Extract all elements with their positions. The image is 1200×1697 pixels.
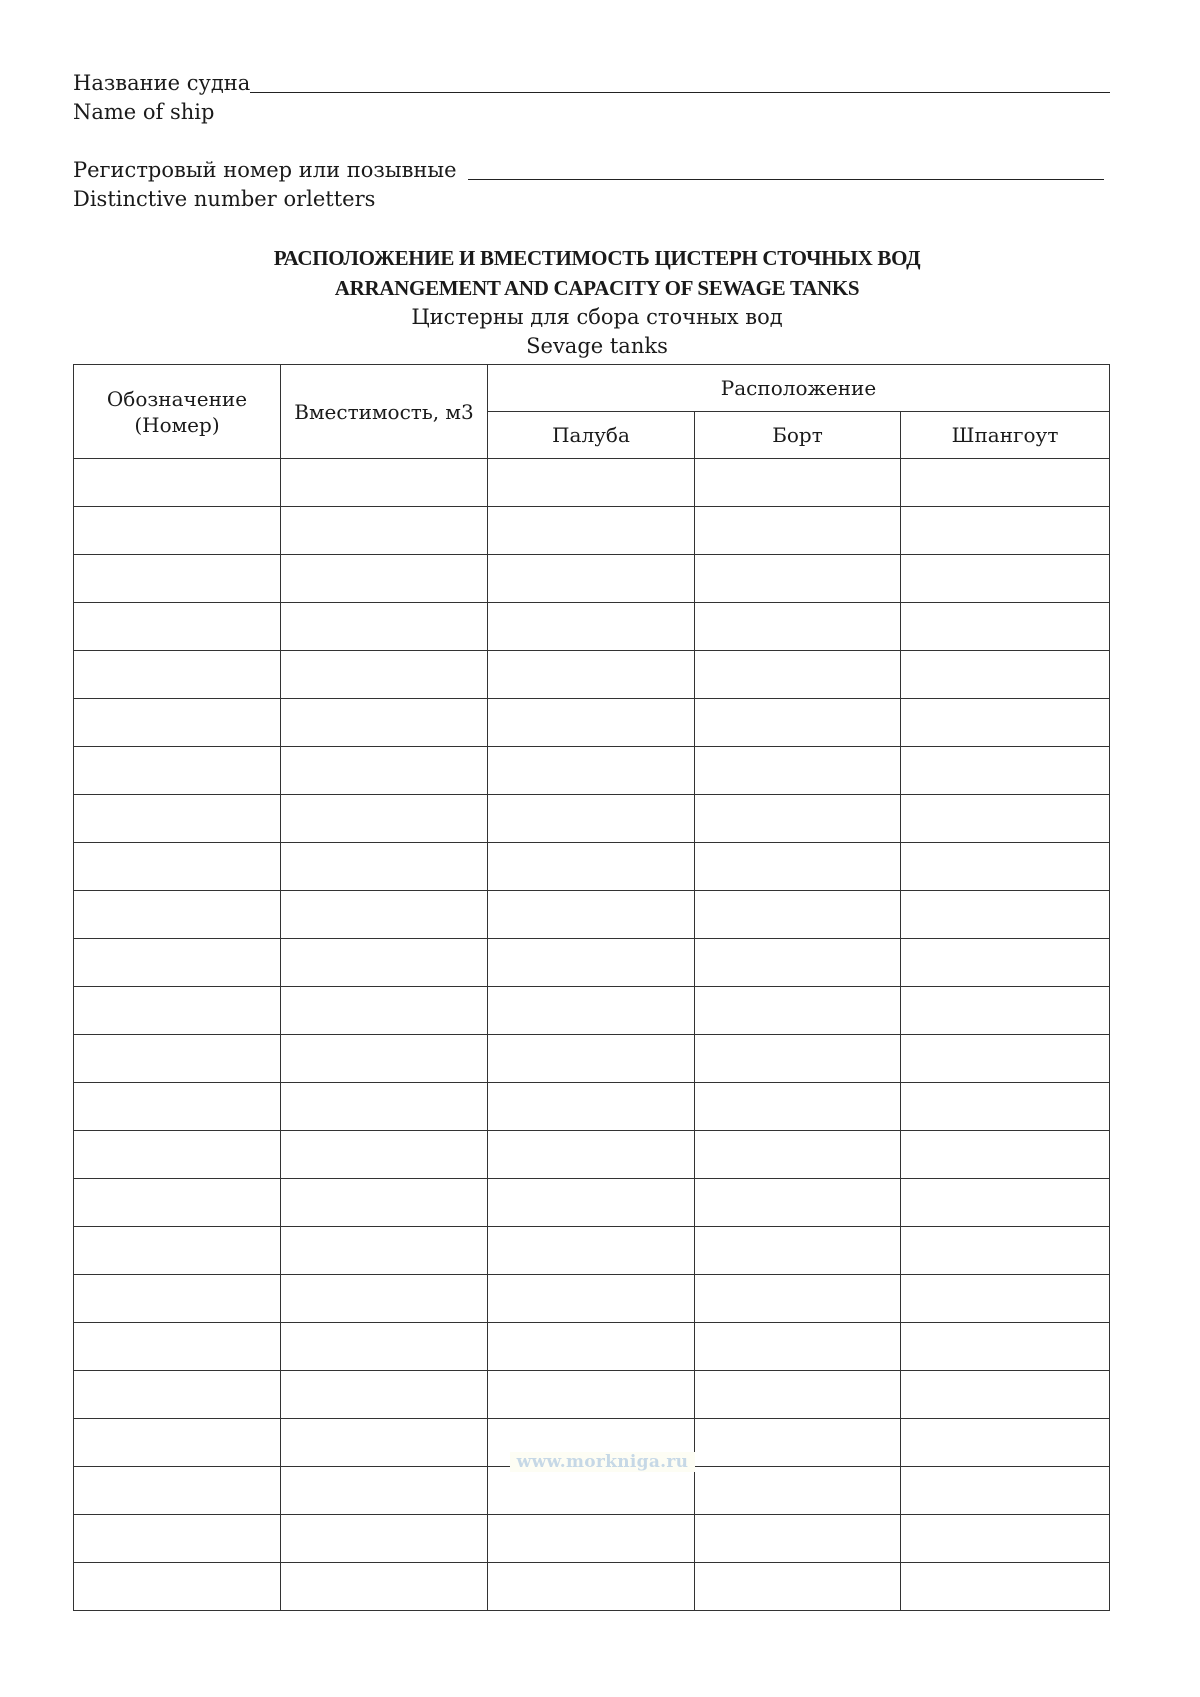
designation-cell[interactable]: [74, 1227, 281, 1275]
header-side: Борт: [695, 412, 901, 459]
reg-number-label-ru: Регистровый номер или позывные: [73, 158, 457, 182]
deck-cell[interactable]: [488, 1131, 695, 1179]
designation-cell[interactable]: [74, 1275, 281, 1323]
capacity-cell[interactable]: [281, 459, 488, 507]
table-row: [74, 1227, 1110, 1275]
table-row: [74, 459, 1110, 507]
frame-cell[interactable]: [901, 699, 1110, 747]
capacity-cell[interactable]: [281, 1275, 488, 1323]
designation-cell[interactable]: [74, 1563, 281, 1611]
frame-cell[interactable]: [901, 1131, 1110, 1179]
frame-cell[interactable]: [901, 747, 1110, 795]
ship-name-field[interactable]: [250, 92, 1110, 93]
capacity-cell[interactable]: [281, 891, 488, 939]
capacity-cell[interactable]: [281, 651, 488, 699]
frame-cell[interactable]: [901, 1515, 1110, 1563]
frame-cell[interactable]: [901, 1275, 1110, 1323]
side-cell[interactable]: [695, 795, 901, 843]
header-deck: Палуба: [488, 412, 695, 459]
subtitle-ru: Цистерны для сбора сточных вод: [411, 305, 783, 329]
designation-cell[interactable]: [74, 555, 281, 603]
designation-cell[interactable]: [74, 1035, 281, 1083]
capacity-cell[interactable]: [281, 603, 488, 651]
deck-cell[interactable]: [488, 507, 695, 555]
deck-cell[interactable]: [488, 1323, 695, 1371]
side-cell[interactable]: [695, 1227, 901, 1275]
side-cell[interactable]: [695, 1419, 901, 1467]
table-row: [74, 987, 1110, 1035]
side-cell[interactable]: [695, 1563, 901, 1611]
deck-cell[interactable]: [488, 747, 695, 795]
capacity-cell[interactable]: [281, 1083, 488, 1131]
subtitle-en: Sevage tanks: [526, 334, 668, 358]
designation-cell[interactable]: [74, 651, 281, 699]
title-ru: РАСПОЛОЖЕНИЕ И ВМЕСТИМОСТЬ ЦИСТЕРН СТОЧНЫХ ВОД: [273, 246, 921, 270]
capacity-cell[interactable]: [281, 507, 488, 555]
designation-cell[interactable]: [74, 843, 281, 891]
designation-cell[interactable]: [74, 699, 281, 747]
capacity-cell[interactable]: [281, 1179, 488, 1227]
deck-cell[interactable]: [488, 1275, 695, 1323]
table-row: [74, 651, 1110, 699]
designation-cell[interactable]: [74, 459, 281, 507]
table-row: [74, 1467, 1110, 1515]
frame-cell[interactable]: [901, 1083, 1110, 1131]
side-cell[interactable]: [695, 939, 901, 987]
frame-cell[interactable]: [901, 987, 1110, 1035]
frame-cell[interactable]: [901, 1563, 1110, 1611]
side-cell[interactable]: [695, 1035, 901, 1083]
designation-cell[interactable]: [74, 507, 281, 555]
capacity-cell[interactable]: [281, 699, 488, 747]
deck-cell[interactable]: [488, 1227, 695, 1275]
side-cell[interactable]: [695, 1083, 901, 1131]
table-row: [74, 1083, 1110, 1131]
designation-cell[interactable]: [74, 939, 281, 987]
side-cell[interactable]: [695, 555, 901, 603]
side-cell[interactable]: [695, 1371, 901, 1419]
capacity-cell[interactable]: [281, 987, 488, 1035]
frame-cell[interactable]: [901, 651, 1110, 699]
capacity-cell[interactable]: [281, 1323, 488, 1371]
side-cell[interactable]: [695, 1323, 901, 1371]
designation-cell[interactable]: [74, 1371, 281, 1419]
deck-cell[interactable]: [488, 795, 695, 843]
table-row: [74, 1131, 1110, 1179]
table-row: [74, 603, 1110, 651]
table-row: [74, 843, 1110, 891]
designation-cell[interactable]: [74, 1323, 281, 1371]
header-location-group: Расположение: [488, 365, 1110, 412]
capacity-cell[interactable]: [281, 1467, 488, 1515]
frame-cell[interactable]: [901, 1227, 1110, 1275]
designation-cell[interactable]: [74, 1131, 281, 1179]
table-row: [74, 555, 1110, 603]
deck-cell[interactable]: [488, 1179, 695, 1227]
frame-cell[interactable]: [901, 1371, 1110, 1419]
frame-cell[interactable]: [901, 1419, 1110, 1467]
capacity-cell[interactable]: [281, 1035, 488, 1083]
capacity-cell[interactable]: [281, 1227, 488, 1275]
frame-cell[interactable]: [901, 507, 1110, 555]
table-row: [74, 1275, 1110, 1323]
ship-name-label-en: Name of ship: [73, 100, 215, 124]
side-cell[interactable]: [695, 843, 901, 891]
table-row: [74, 1371, 1110, 1419]
designation-cell[interactable]: [74, 1083, 281, 1131]
capacity-cell[interactable]: [281, 1371, 488, 1419]
side-cell[interactable]: [695, 747, 901, 795]
table-row: [74, 699, 1110, 747]
watermark: www.morkniga.ru: [510, 1452, 695, 1472]
side-cell[interactable]: [695, 507, 901, 555]
capacity-cell[interactable]: [281, 747, 488, 795]
deck-cell[interactable]: [488, 651, 695, 699]
deck-cell[interactable]: [488, 891, 695, 939]
deck-cell[interactable]: [488, 555, 695, 603]
capacity-cell[interactable]: [281, 1419, 488, 1467]
deck-cell[interactable]: [488, 1467, 695, 1515]
side-cell[interactable]: [695, 603, 901, 651]
frame-cell[interactable]: [901, 795, 1110, 843]
deck-cell[interactable]: [488, 1083, 695, 1131]
capacity-cell[interactable]: [281, 555, 488, 603]
table-row: [74, 939, 1110, 987]
capacity-cell[interactable]: [281, 843, 488, 891]
designation-cell[interactable]: [74, 987, 281, 1035]
deck-cell[interactable]: [488, 459, 695, 507]
frame-cell[interactable]: [901, 603, 1110, 651]
capacity-cell[interactable]: [281, 1515, 488, 1563]
table-row: [74, 1035, 1110, 1083]
header-designation: Обозначение (Номер): [74, 365, 281, 459]
deck-cell[interactable]: [488, 699, 695, 747]
side-cell[interactable]: [695, 987, 901, 1035]
designation-cell[interactable]: [74, 603, 281, 651]
frame-cell[interactable]: [901, 939, 1110, 987]
frame-cell[interactable]: [901, 1467, 1110, 1515]
side-cell[interactable]: [695, 1515, 901, 1563]
reg-number-field[interactable]: [468, 179, 1104, 180]
frame-cell[interactable]: [901, 1035, 1110, 1083]
side-cell[interactable]: [695, 1179, 901, 1227]
deck-cell[interactable]: [488, 1371, 695, 1419]
side-cell[interactable]: [695, 699, 901, 747]
side-cell[interactable]: [695, 651, 901, 699]
frame-cell[interactable]: [901, 1179, 1110, 1227]
designation-cell[interactable]: [74, 1515, 281, 1563]
deck-cell[interactable]: [488, 1035, 695, 1083]
designation-cell[interactable]: [74, 795, 281, 843]
frame-cell[interactable]: [901, 1323, 1110, 1371]
side-cell[interactable]: [695, 459, 901, 507]
frame-cell[interactable]: [901, 843, 1110, 891]
ship-name-label-ru: Название судна: [73, 71, 251, 95]
capacity-cell[interactable]: [281, 1131, 488, 1179]
table-row: [74, 1515, 1110, 1563]
table-row: [74, 1323, 1110, 1371]
side-cell[interactable]: [695, 1275, 901, 1323]
side-cell[interactable]: [695, 1131, 901, 1179]
frame-cell[interactable]: [901, 891, 1110, 939]
deck-cell[interactable]: [488, 1563, 695, 1611]
title-en: ARRANGEMENT AND CAPACITY OF SEWAGE TANKS: [334, 276, 860, 300]
deck-cell[interactable]: [488, 987, 695, 1035]
table-row: [74, 507, 1110, 555]
designation-cell[interactable]: [74, 747, 281, 795]
reg-number-label-en: Distinctive number orletters: [73, 187, 376, 211]
table-row: [74, 1563, 1110, 1611]
designation-cell[interactable]: [74, 1467, 281, 1515]
side-cell[interactable]: [695, 891, 901, 939]
deck-cell[interactable]: [488, 843, 695, 891]
table-row: [74, 795, 1110, 843]
frame-cell[interactable]: [901, 459, 1110, 507]
table-body: [74, 459, 1110, 1611]
capacity-cell[interactable]: [281, 795, 488, 843]
deck-cell[interactable]: [488, 939, 695, 987]
sewage-tanks-table: [73, 364, 1110, 1611]
capacity-cell[interactable]: [281, 1563, 488, 1611]
deck-cell[interactable]: [488, 603, 695, 651]
header-frame: Шпангоут: [901, 412, 1110, 459]
deck-cell[interactable]: [488, 1515, 695, 1563]
table-row: [74, 891, 1110, 939]
table-row: [74, 747, 1110, 795]
designation-cell[interactable]: [74, 891, 281, 939]
designation-cell[interactable]: [74, 1419, 281, 1467]
table-row: [74, 1179, 1110, 1227]
designation-cell[interactable]: [74, 1179, 281, 1227]
side-cell[interactable]: [695, 1467, 901, 1515]
capacity-cell[interactable]: [281, 939, 488, 987]
header-capacity: Вместимость, м3: [281, 365, 488, 459]
frame-cell[interactable]: [901, 555, 1110, 603]
